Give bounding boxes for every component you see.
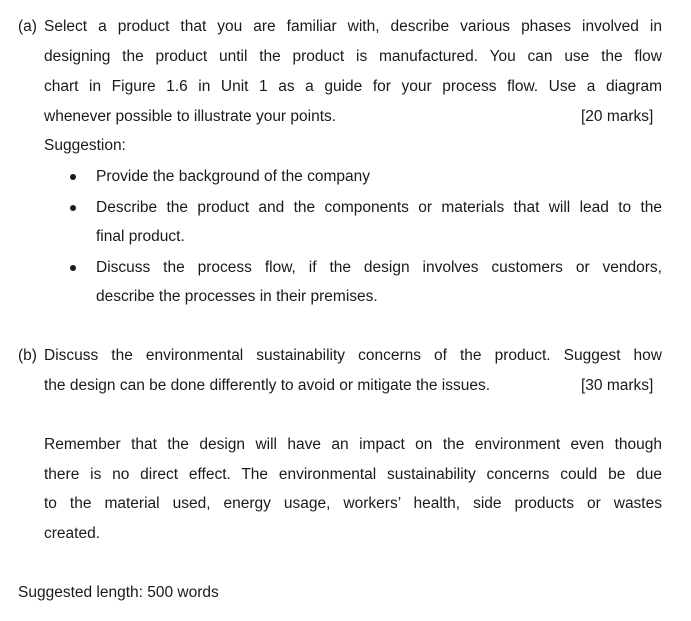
- part-b-label: (b): [18, 347, 37, 364]
- remember-line-2: there is no direct effect. The environmental sustainability concerns could be due: [44, 466, 662, 483]
- part-a-line-2: designing the product until the product is manufactured. You can use the flow: [44, 48, 662, 65]
- part-a-line-1: Select a product that you are familiar with, describe various phases involved in: [44, 18, 662, 35]
- suggested-length: Suggested length: 500 words: [18, 584, 219, 601]
- bullet-3-line-2: describe the processes in their premises.: [96, 288, 378, 305]
- part-b-line-1: Discuss the environmental sustainability concerns of the product. Suggest how: [44, 347, 662, 364]
- bullet-2-line-1: Describe the product and the components or materials that will lead to the: [96, 199, 662, 216]
- suggestion-label: Suggestion:: [44, 137, 126, 154]
- part-b-line-2: the design can be done differently to avoid or mitigate the issues.: [44, 377, 491, 394]
- bullet-dot-3: [70, 265, 76, 271]
- bullet-dot-2: [70, 205, 76, 211]
- remember-line-1: Remember that the design will have an impact on the environment even though: [44, 436, 662, 453]
- bullet-2-line-2: final product.: [96, 228, 185, 245]
- part-a-label: (a): [18, 18, 37, 35]
- remember-line-4: created.: [44, 525, 101, 542]
- part-a-line-4: whenever possible to illustrate your points.: [44, 108, 337, 125]
- bullet-3-line-1: Discuss the process flow, if the design involves customers or vendors,: [96, 259, 662, 276]
- part-a-marks: [20 marks]: [581, 108, 654, 125]
- bullet-dot-1: [70, 174, 76, 180]
- part-a-line-3: chart in Figure 1.6 in Unit 1 as a guide for your process flow. Use a diagram: [44, 78, 662, 95]
- bullet-1-line-1: Provide the background of the company: [96, 168, 371, 185]
- part-b-marks: [30 marks]: [581, 377, 654, 394]
- remember-line-3: to the material used, energy usage, workers’ health, side products or wastes: [44, 495, 662, 512]
